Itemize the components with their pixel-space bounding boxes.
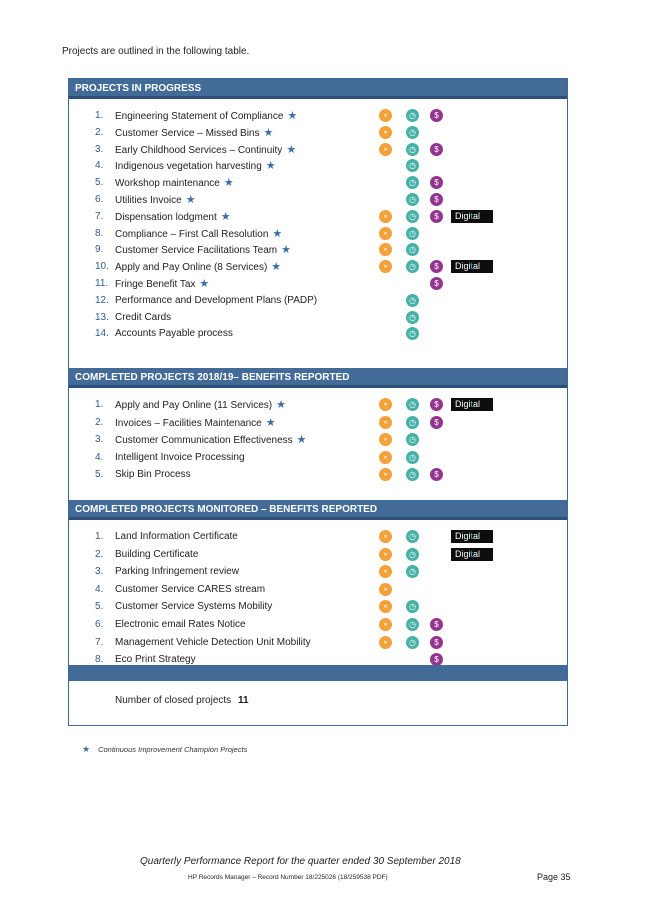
dollar-icon: $ bbox=[430, 143, 443, 156]
dollar-icon: $ bbox=[430, 277, 443, 290]
clock-icon: ◷ bbox=[406, 126, 419, 139]
list-item bbox=[73, 242, 563, 258]
lightbulb-icon: ⚬ bbox=[379, 243, 392, 256]
dollar-icon: $ bbox=[430, 109, 443, 122]
list-item bbox=[73, 397, 563, 413]
item-number: 8. bbox=[95, 227, 104, 239]
item-number: 1. bbox=[95, 110, 104, 121]
clock-icon: ◷ bbox=[406, 143, 419, 156]
item-label: Utilities Invoice ★ bbox=[115, 194, 196, 206]
star-icon: ★ bbox=[287, 110, 298, 122]
star-icon: ★ bbox=[281, 244, 291, 257]
item-number: 3. bbox=[95, 566, 104, 578]
closed-projects-value: 11 bbox=[237, 695, 249, 706]
lightbulb-icon: ⚬ bbox=[379, 126, 392, 139]
clock-icon: ◷ bbox=[406, 548, 419, 561]
lightbulb-icon: ⚬ bbox=[379, 618, 392, 631]
list-item bbox=[73, 529, 563, 545]
section-body bbox=[73, 391, 563, 497]
clock-icon: ◷ bbox=[406, 600, 419, 613]
clock-icon: ◷ bbox=[406, 327, 419, 340]
item-label: Apply and Pay Online (8 Services) ★ bbox=[115, 261, 282, 274]
lightbulb-icon: ⚬ bbox=[379, 451, 392, 464]
item-number: 2. bbox=[95, 548, 104, 560]
list-item bbox=[73, 310, 563, 326]
lightbulb-icon: ⚬ bbox=[379, 433, 392, 446]
dollar-icon: $ bbox=[430, 176, 443, 189]
list-item bbox=[73, 415, 563, 431]
clock-icon: ◷ bbox=[406, 210, 419, 223]
list-item bbox=[73, 259, 563, 275]
star-icon: ★ bbox=[220, 210, 231, 223]
item-label: Intelligent Invoice Processing bbox=[115, 451, 245, 463]
dollar-icon: $ bbox=[430, 398, 443, 411]
clock-icon: ◷ bbox=[406, 159, 419, 172]
dollar-icon: $ bbox=[430, 416, 443, 429]
digital-badge: Digital bbox=[451, 260, 493, 273]
projects-table bbox=[68, 78, 568, 726]
clock-icon: ◷ bbox=[406, 243, 419, 256]
list-item bbox=[73, 547, 563, 563]
lightbulb-icon: ⚬ bbox=[379, 210, 392, 223]
star-icon: ★ bbox=[286, 143, 297, 156]
list-item bbox=[73, 582, 563, 598]
item-label: Parking Infringement review bbox=[115, 566, 239, 578]
list-item bbox=[73, 125, 563, 141]
item-number: 12. bbox=[95, 294, 109, 306]
clock-icon: ◷ bbox=[406, 618, 419, 631]
intro-text: Projects are outlined in the following table. bbox=[62, 46, 250, 57]
clock-icon: ◷ bbox=[406, 176, 419, 189]
item-number: 11. bbox=[95, 278, 109, 289]
digital-badge: Digital bbox=[451, 530, 493, 543]
clock-icon: ◷ bbox=[406, 260, 419, 273]
digital-badge: Digital bbox=[451, 548, 493, 561]
lightbulb-icon: ⚬ bbox=[379, 548, 392, 561]
item-number: 1. bbox=[95, 531, 104, 542]
section-body bbox=[73, 102, 563, 364]
lightbulb-icon: ⚬ bbox=[379, 468, 392, 481]
dollar-icon: $ bbox=[430, 260, 443, 273]
record-number: HP Records Manager – Record Number 18/225026 (18/259538 PDF) bbox=[188, 874, 388, 881]
dollar-icon: $ bbox=[430, 653, 443, 666]
item-label: Customer Service Facilitations Team ★ bbox=[115, 244, 291, 257]
item-label: Accounts Payable process bbox=[115, 328, 233, 340]
item-number: 9. bbox=[95, 244, 104, 256]
list-item bbox=[73, 209, 563, 225]
list-item bbox=[73, 293, 563, 309]
closed-projects bbox=[115, 695, 249, 706]
item-label: Skip Bin Process bbox=[115, 469, 191, 480]
list-item bbox=[73, 599, 563, 615]
list-item bbox=[73, 142, 563, 158]
item-label: Indigenous vegetation harvesting ★ bbox=[115, 160, 276, 173]
item-number: 4. bbox=[95, 583, 104, 595]
dollar-icon: $ bbox=[430, 468, 443, 481]
clock-icon: ◷ bbox=[406, 468, 419, 481]
lightbulb-icon: ⚬ bbox=[379, 398, 392, 411]
item-number: 13. bbox=[95, 311, 109, 323]
section-header: COMPLETED PROJECTS 2018/19– BENEFITS REPORTED bbox=[69, 368, 567, 388]
item-label: Engineering Statement of Compliance ★ bbox=[115, 110, 298, 122]
star-icon: ★ bbox=[296, 434, 307, 446]
item-number: 5. bbox=[95, 469, 104, 480]
star-icon: ★ bbox=[199, 278, 210, 290]
star-icon: ★ bbox=[223, 177, 234, 190]
list-item bbox=[73, 276, 563, 292]
item-label: Building Certificate bbox=[115, 548, 199, 560]
clock-icon: ◷ bbox=[406, 227, 419, 240]
item-number: 14. bbox=[95, 328, 109, 340]
clock-icon: ◷ bbox=[406, 433, 419, 446]
list-item bbox=[73, 432, 563, 448]
item-number: 7. bbox=[95, 636, 104, 648]
star-icon: ★ bbox=[185, 194, 196, 206]
clock-icon: ◷ bbox=[406, 451, 419, 464]
list-item bbox=[73, 192, 563, 208]
item-number: 4. bbox=[95, 160, 104, 172]
item-label: Compliance – First Call Resolution ★ bbox=[115, 227, 283, 240]
lightbulb-icon: ⚬ bbox=[379, 260, 392, 273]
legend bbox=[82, 744, 247, 755]
star-icon: ★ bbox=[82, 744, 91, 754]
item-number: 3. bbox=[95, 434, 104, 445]
star-icon: ★ bbox=[276, 399, 286, 411]
closed-projects-label: Number of closed projects bbox=[115, 695, 232, 706]
section-header: PROJECTS IN PROGRESS bbox=[69, 79, 567, 99]
star-icon: ★ bbox=[271, 261, 282, 274]
clock-icon: ◷ bbox=[406, 311, 419, 324]
item-number: 8. bbox=[95, 654, 104, 666]
lightbulb-icon: ⚬ bbox=[379, 583, 392, 596]
lightbulb-icon: ⚬ bbox=[379, 636, 392, 649]
item-label: Customer Service – Missed Bins ★ bbox=[115, 126, 274, 139]
lightbulb-icon: ⚬ bbox=[379, 143, 392, 156]
item-label: Dispensation lodgment ★ bbox=[115, 210, 231, 223]
clock-icon: ◷ bbox=[406, 193, 419, 206]
lightbulb-icon: ⚬ bbox=[379, 565, 392, 578]
legend-text: Continuous Improvement Champion Projects bbox=[98, 745, 248, 754]
item-number: 2. bbox=[95, 416, 104, 428]
list-item bbox=[73, 158, 563, 174]
list-item bbox=[73, 564, 563, 580]
item-number: 6. bbox=[95, 194, 104, 205]
item-label: Customer Service CARES stream bbox=[115, 583, 266, 595]
item-label: Invoices – Facilities Maintenance ★ bbox=[115, 416, 276, 429]
item-label: Workshop maintenance ★ bbox=[115, 177, 234, 190]
table-footer-bar bbox=[69, 665, 567, 681]
list-item bbox=[73, 326, 563, 342]
clock-icon: ◷ bbox=[406, 109, 419, 122]
item-number: 7. bbox=[95, 210, 104, 222]
clock-icon: ◷ bbox=[406, 398, 419, 411]
clock-icon: ◷ bbox=[406, 294, 419, 307]
item-number: 1. bbox=[95, 399, 104, 410]
lightbulb-icon: ⚬ bbox=[379, 416, 392, 429]
clock-icon: ◷ bbox=[406, 416, 419, 429]
clock-icon: ◷ bbox=[406, 530, 419, 543]
dollar-icon: $ bbox=[430, 210, 443, 223]
star-icon: ★ bbox=[265, 416, 276, 429]
dollar-icon: $ bbox=[430, 193, 443, 206]
item-label: Performance and Development Plans (PADP) bbox=[115, 294, 318, 306]
list-item bbox=[73, 450, 563, 466]
item-label: Early Childhood Services – Continuity ★ bbox=[115, 143, 297, 156]
dollar-icon: $ bbox=[430, 636, 443, 649]
list-item bbox=[73, 635, 563, 651]
item-label: Customer Service Systems Mobility bbox=[115, 601, 273, 613]
item-label: Customer Communication Effectiveness ★ bbox=[115, 434, 307, 446]
item-label: Credit Cards bbox=[115, 311, 172, 323]
clock-icon: ◷ bbox=[406, 636, 419, 649]
section-body bbox=[73, 523, 563, 666]
item-number: 2. bbox=[95, 126, 104, 138]
digital-badge: Digital bbox=[451, 210, 493, 223]
section-header: COMPLETED PROJECTS MONITORED – BENEFITS REPORTED bbox=[69, 500, 567, 520]
list-item bbox=[73, 467, 563, 483]
list-item bbox=[73, 108, 563, 124]
lightbulb-icon: ⚬ bbox=[379, 600, 392, 613]
report-title: Quarterly Performance Report for the quarter ended 30 September 2018 bbox=[140, 856, 461, 867]
item-number: 4. bbox=[95, 451, 104, 463]
star-icon: ★ bbox=[272, 227, 283, 240]
item-number: 5. bbox=[95, 601, 104, 613]
lightbulb-icon: ⚬ bbox=[379, 109, 392, 122]
dollar-icon: $ bbox=[430, 618, 443, 631]
list-item bbox=[73, 226, 563, 242]
list-item bbox=[73, 617, 563, 633]
star-icon: ★ bbox=[263, 126, 274, 139]
item-number: 3. bbox=[95, 143, 104, 155]
clock-icon: ◷ bbox=[406, 565, 419, 578]
item-number: 5. bbox=[95, 177, 104, 189]
lightbulb-icon: ⚬ bbox=[379, 227, 392, 240]
star-icon: ★ bbox=[265, 160, 276, 173]
item-number: 6. bbox=[95, 619, 104, 630]
page-number: Page 35 bbox=[537, 872, 571, 882]
item-label: Eco Print Strategy bbox=[115, 654, 196, 666]
lightbulb-icon: ⚬ bbox=[379, 530, 392, 543]
item-label: Fringe Benefit Tax ★ bbox=[115, 278, 210, 290]
item-label: Management Vehicle Detection Unit Mobility bbox=[115, 636, 311, 648]
item-label: Apply and Pay Online (11 Services) ★ bbox=[115, 399, 286, 411]
digital-badge: Digital bbox=[451, 398, 493, 411]
list-item bbox=[73, 175, 563, 191]
item-number: 10. bbox=[95, 261, 109, 273]
item-label: Electronic email Rates Notice bbox=[115, 619, 246, 630]
item-label: Land Information Certificate bbox=[115, 531, 238, 542]
